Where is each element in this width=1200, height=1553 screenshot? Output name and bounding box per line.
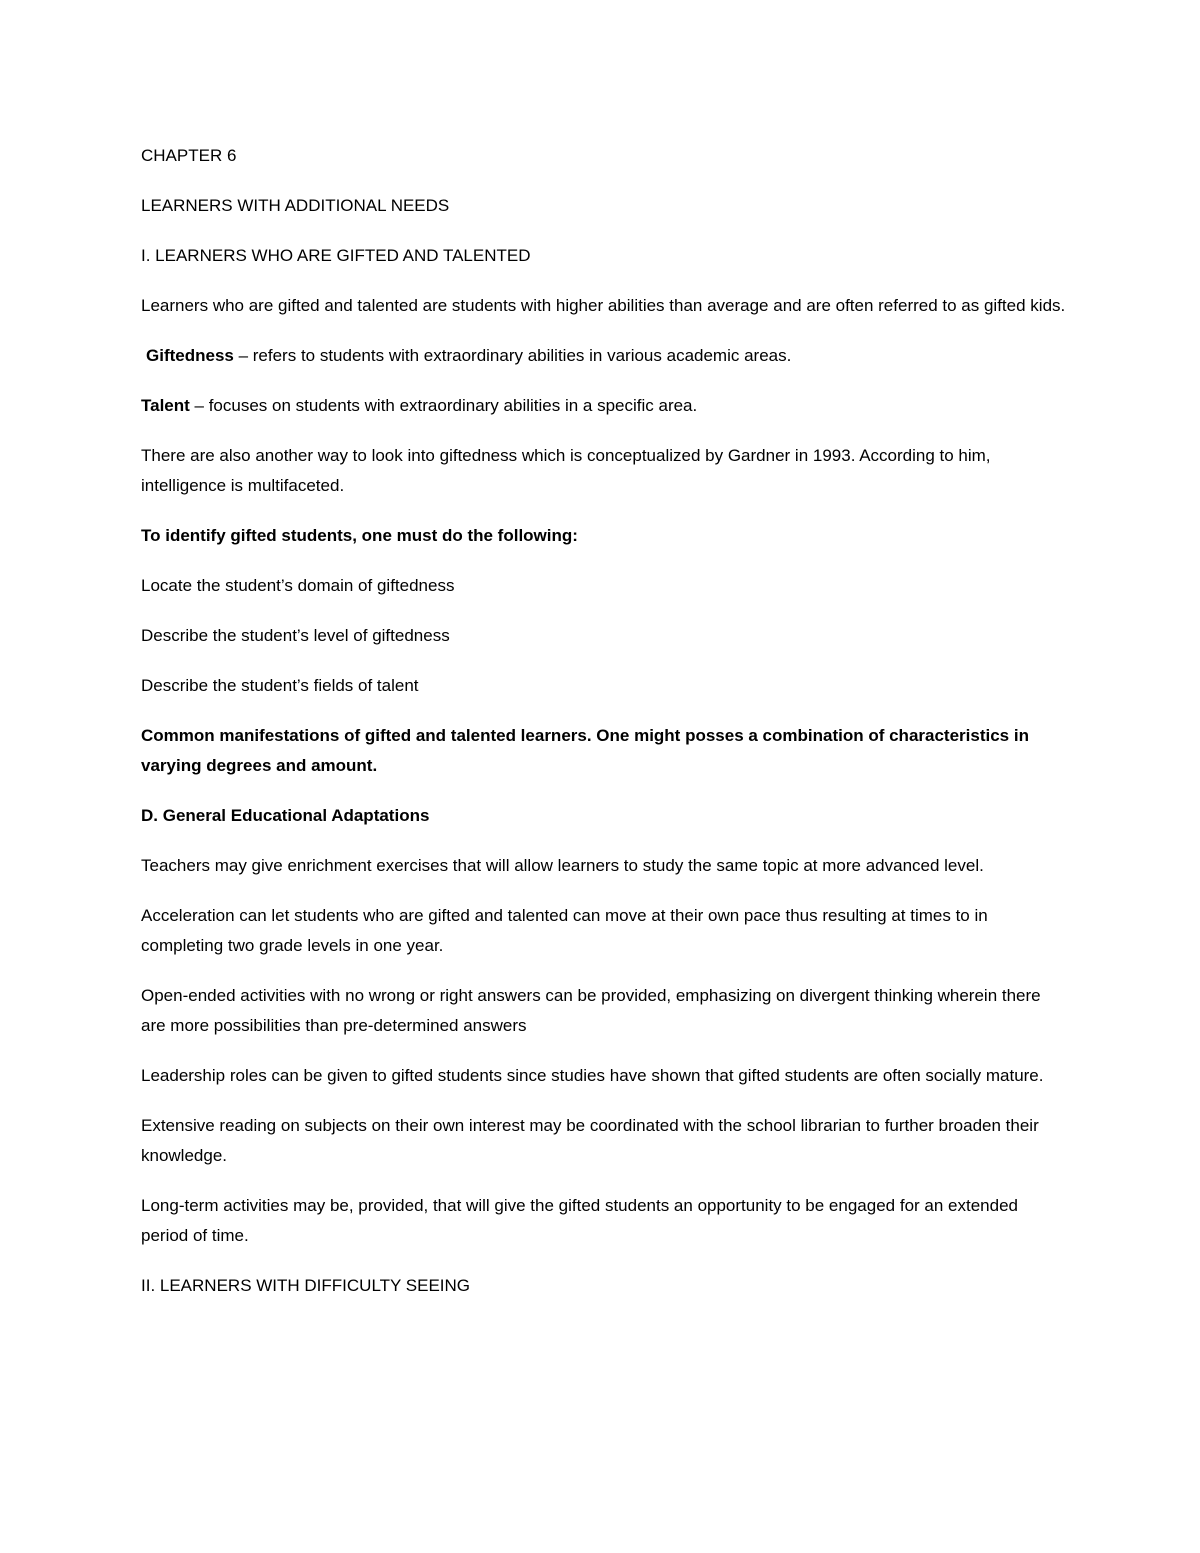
adaptations-heading: D. General Educational Adaptations: [141, 806, 430, 825]
list-item: Describe the student’s fields of talent: [141, 676, 419, 695]
adaptation-item: Teachers may give enrichment exercises that will allow learners to study the same topic at more advanced level.: [141, 856, 984, 875]
list-item: Describe the student’s level of giftedness: [141, 626, 450, 645]
identify-heading: To identify gifted students, one must do the following:: [141, 526, 578, 545]
definition-talent-text: – focuses on students with extraordinary abilities in a specific area.: [189, 396, 698, 415]
term-giftedness: Giftedness: [146, 346, 234, 365]
section-heading-seeing: II. LEARNERS WITH DIFFICULTY SEEING: [141, 1276, 471, 1295]
adaptation-item: Open-ended activities with no wrong or right answers can be provided, emphasizing on divergent thinking wherein there are more possibilities than pre-determined answers: [141, 986, 1041, 1035]
definition-giftedness-text: – refers to students with extraordinary abilities in various academic areas.: [233, 346, 792, 365]
gardner-paragraph: There are also another way to look into giftedness which is conceptualized by Gardner in 1993. According to him, intelligence is multifaceted.: [141, 446, 991, 495]
definition-talent: [141, 391, 1066, 421]
adaptation-item: Long-term activities may be, provided, that will give the gifted students an opportunity to be engaged for an extended period of time.: [141, 1196, 1018, 1245]
adaptation-item: Extensive reading on subjects on their own interest may be coordinated with the school librarian to further broaden their knowledge.: [141, 1116, 1039, 1165]
chapter-label: CHAPTER 6: [141, 146, 237, 165]
list-item: Locate the student’s domain of giftedness: [141, 576, 455, 595]
adaptation-item: Acceleration can let students who are gifted and talented can move at their own pace thus resulting at times to in completing two grade levels in one year.: [141, 906, 988, 955]
section-heading-gifted: I. LEARNERS WHO ARE GIFTED AND TALENTED: [141, 246, 531, 265]
manifestations-heading: Common manifestations of gifted and talented learners. One might posses a combination of characteristics in varying degrees and amount.: [141, 726, 1029, 775]
intro-paragraph: Learners who are gifted and talented are students with higher abilities than average and are often referred to as gifted kids.: [141, 296, 1066, 315]
document-body: [141, 141, 1066, 1321]
chapter-title: LEARNERS WITH ADDITIONAL NEEDS: [141, 196, 450, 215]
adaptation-item: Leadership roles can be given to gifted students since studies have shown that gifted students are often socially mature.: [141, 1066, 1044, 1085]
definition-giftedness: [141, 341, 1066, 371]
term-talent: Talent: [141, 396, 190, 415]
